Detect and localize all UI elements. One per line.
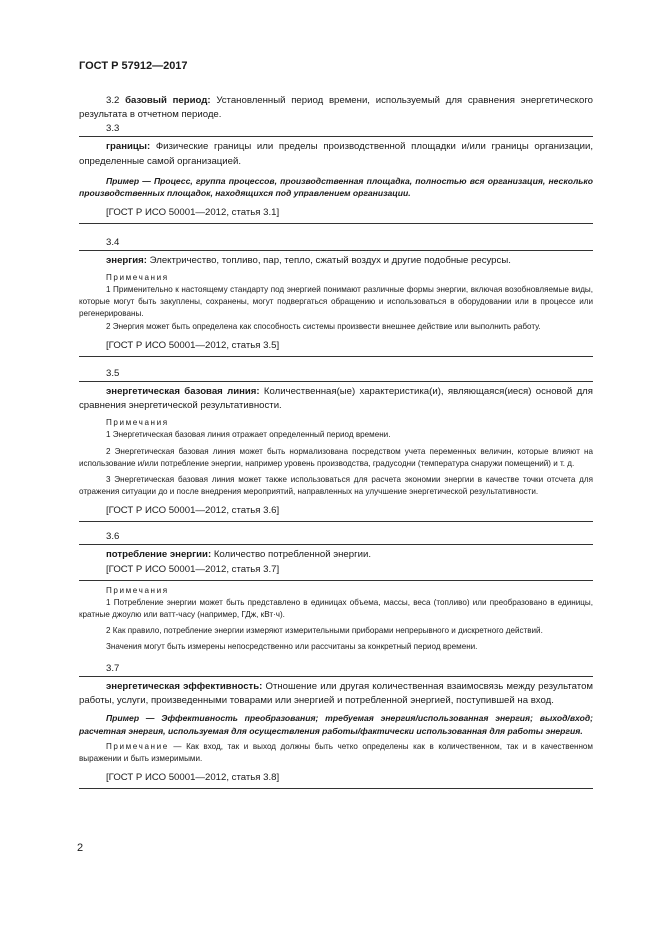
clause-3-3-text bbox=[79, 140, 593, 168]
clause-3-4-box bbox=[79, 250, 593, 357]
definition: Отношение или другая количественная взаимосвязь между результатом работы, услуги, произведенными товарами или энергией и потребленной энергией, поступившей на вход. bbox=[79, 680, 593, 706]
definition: Количество потребленной энергии. bbox=[213, 549, 371, 561]
document-body bbox=[79, 94, 593, 789]
note-1: 1 Потребление энергии может быть представлено в единицах объема, массы, веса (топливо) или преобразовано в единицы, кратные джоулю или ватт-часу (например, ГДж, кВт·ч). bbox=[79, 597, 593, 620]
example: Пример — Процесс, группа процессов, производственная площадка, полностью вся организация, несколько производственных площадок, находящихся под управлением организации. bbox=[79, 175, 593, 199]
definition: Установленный период времени, используемый для сравнения энергетического результата в отчетном периоде. bbox=[79, 95, 593, 121]
clause-3-7-box bbox=[79, 676, 593, 790]
clause-3-6-text bbox=[79, 548, 593, 562]
definition: Количественная(ые) характеристика(и), являющаяся(иеся) основой для сравнения энергетической результативности. bbox=[79, 385, 593, 412]
note-1: 1 Применительно к настоящему стандарту под энергией понимают различные формы энергии, включая возобновляемые виды, которые могут быть закуплены, сохранены, могут подвергаться обращению и использоваться в оборудовании или в процессе или регенерированы. bbox=[79, 285, 593, 319]
note bbox=[79, 741, 593, 765]
clause-number-3-4: 3.4 bbox=[106, 236, 120, 248]
note-text: — Как вход, так и выход должны быть четко определены как в количественном, так и в качественном выражении и быть измеримыми. bbox=[79, 741, 593, 764]
source-reference: [ГОСТ Р ИСО 50001—2012, статья 3.6] bbox=[106, 505, 280, 517]
term: энергия: bbox=[106, 254, 147, 266]
clause-number-3-3: 3.3 bbox=[106, 123, 120, 135]
note-2: 2 Энергия может быть определена как способность системы произвести внешнее действие или выполнить работу. bbox=[106, 321, 541, 331]
clause-number-3-7: 3.7 bbox=[106, 662, 120, 674]
note-2: 2 Как правило, потребление энергии измеряют измерительными приборами непрерывного и дискретного действий. bbox=[106, 626, 543, 636]
clause-3-2 bbox=[79, 94, 593, 122]
clause-3-5-box bbox=[79, 381, 593, 523]
source-reference: [ГОСТ Р ИСО 50001—2012, статья 3.1] bbox=[106, 206, 280, 218]
source-reference: [ГОСТ Р ИСО 50001—2012, статья 3.8] bbox=[106, 772, 280, 784]
document-header: ГОСТ Р 57912—2017 bbox=[79, 60, 188, 72]
source-reference: [ГОСТ Р ИСО 50001—2012, статья 3.5] bbox=[106, 339, 280, 351]
term: базовый период: bbox=[125, 95, 211, 106]
note-3: 3 Энергетическая базовая линия может также использоваться для расчета экономии энергии в качестве точки отсчета для отражения ситуации до и после внедрения мероприятий, направленных на улучшение энергетической результативности. bbox=[79, 475, 593, 497]
clause-3-5-text bbox=[79, 385, 593, 413]
note-label: Примечание bbox=[106, 741, 169, 751]
clause-number-3-6: 3.6 bbox=[106, 531, 120, 543]
clause-number-3-5: 3.5 bbox=[106, 367, 120, 379]
note-2: 2 Энергетическая базовая линия может быть нормализована посредством учета переменных величин, которые влияют на использование и/или потребление энергии, например уровень производства, градусодни (температура снаружи помещений) и т. д. bbox=[79, 446, 593, 468]
term: границы: bbox=[106, 141, 151, 153]
clause-3-7-text bbox=[79, 680, 593, 708]
term: энергетическая эффективность: bbox=[106, 680, 263, 692]
notes-heading: Примечания bbox=[106, 418, 169, 428]
clause-3-3-box bbox=[79, 136, 593, 223]
example: Пример — Эффективность преобразования; требуемая энергия/использованная энергия; выход/вход; расчетная энергия, используемая для осуществления работы/фактически использованная для работы энергия. bbox=[79, 713, 593, 736]
note-1: 1 Энергетическая базовая линия отражает определенный период времени. bbox=[106, 430, 391, 440]
definition: Физические границы или пределы производственной площадки и/или границы организации, определенные самой организацией. bbox=[79, 141, 593, 167]
source-reference: [ГОСТ Р ИСО 50001—2012, статья 3.7] bbox=[106, 563, 280, 575]
term: потребление энергии: bbox=[106, 549, 212, 561]
clause-number: 3.2 bbox=[106, 95, 120, 106]
clause-3-6-box bbox=[79, 544, 593, 580]
page-number: 2 bbox=[77, 842, 84, 854]
term: энергетическая базовая линия: bbox=[106, 385, 260, 397]
notes-heading: Примечания bbox=[106, 585, 169, 595]
definition: Электричество, топливо, пар, тепло, сжатый воздух и другие подобные ресурсы. bbox=[149, 254, 511, 266]
note-3: Значения могут быть измерены непосредственно или рассчитаны за конкретный период времени. bbox=[106, 642, 478, 652]
clause-3-4-text bbox=[79, 254, 593, 268]
notes-heading: Примечания bbox=[106, 272, 169, 282]
